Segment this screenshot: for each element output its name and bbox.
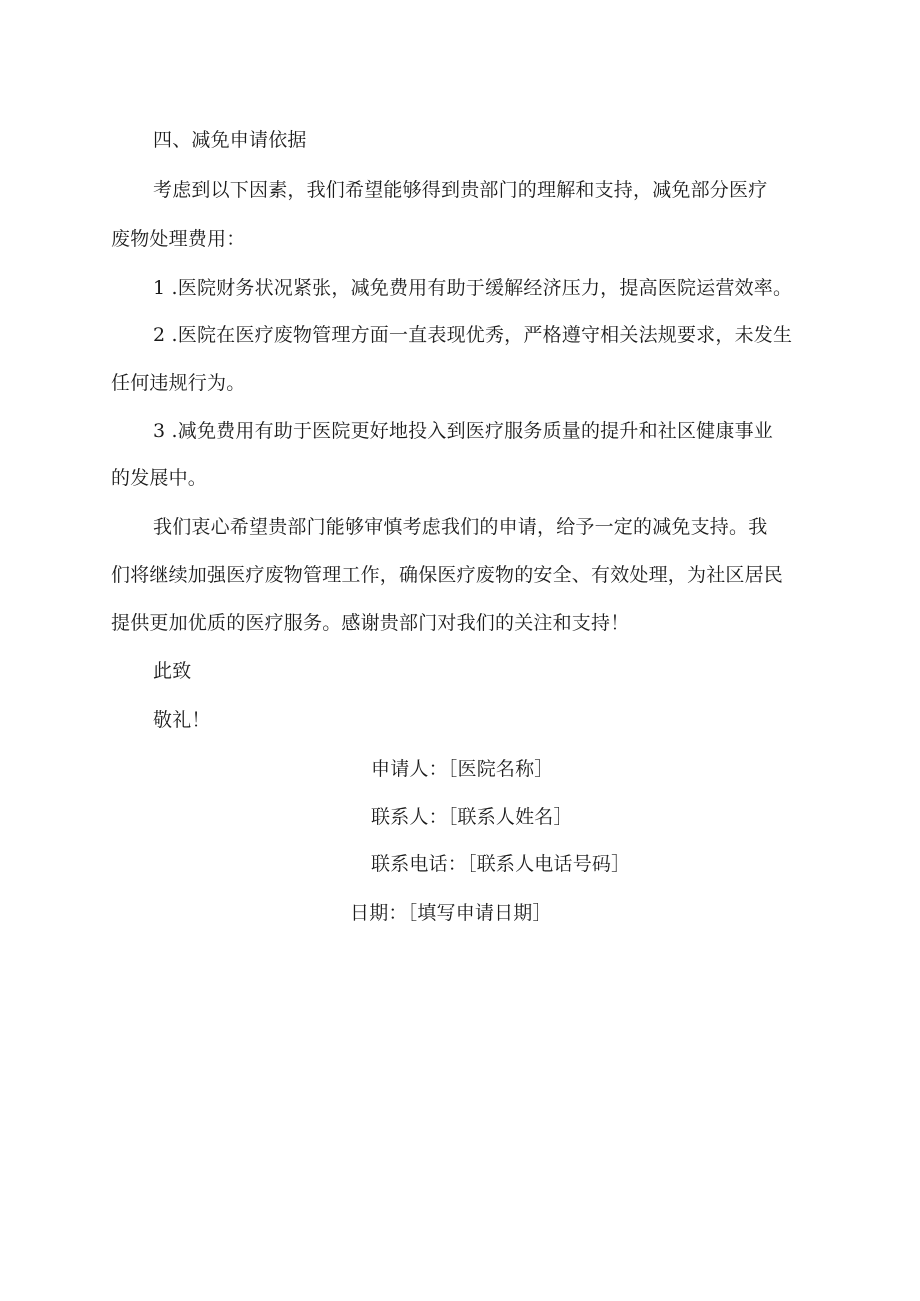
reason-3-line-1: 3 .减免费用有助于医院更好地投入到医疗服务质量的提升和社区健康事业: [153, 420, 773, 442]
closing-line-1: 我们衷心希望贵部门能够审慎考虑我们的申请，给予一定的减免支持。我: [153, 516, 768, 538]
signature-date: 日期：［填写申请日期］: [350, 902, 552, 924]
intro-line-2: 废物处理费用：: [111, 228, 246, 250]
reason-3-line-2: 的发展中。: [111, 467, 208, 489]
reason-2-line-2: 任何违规行为。: [111, 372, 246, 394]
reason-2-line-1: 2 .医院在医疗废物管理方面一直表现优秀，严格遵守相关法规要求，未发生: [153, 324, 793, 346]
closing-line-2: 们将继续加强医疗废物管理工作，确保医疗废物的安全、有效处理，为社区居民: [111, 564, 784, 586]
closing-line-3: 提供更加优质的医疗服务。感谢贵部门对我们的关注和支持！: [111, 612, 630, 634]
signature-contact-person: 联系人：［联系人姓名］: [371, 806, 573, 828]
signature-applicant: 申请人：［医院名称］: [371, 758, 554, 780]
signature-contact-phone: 联系电话：［联系人电话号码］: [371, 853, 631, 875]
salutation-line-1: 此致: [153, 660, 192, 682]
intro-line-1: 考虑到以下因素，我们希望能够得到贵部门的理解和支持，减免部分医疗: [153, 179, 768, 201]
salutation-line-2: 敬礼！: [153, 709, 211, 731]
section-heading: 四、减免申请依据: [153, 129, 307, 151]
reason-1-line-1: 1 .医院财务状况紧张，减免费用有助于缓解经济压力，提高医院运营效率。: [153, 277, 793, 299]
